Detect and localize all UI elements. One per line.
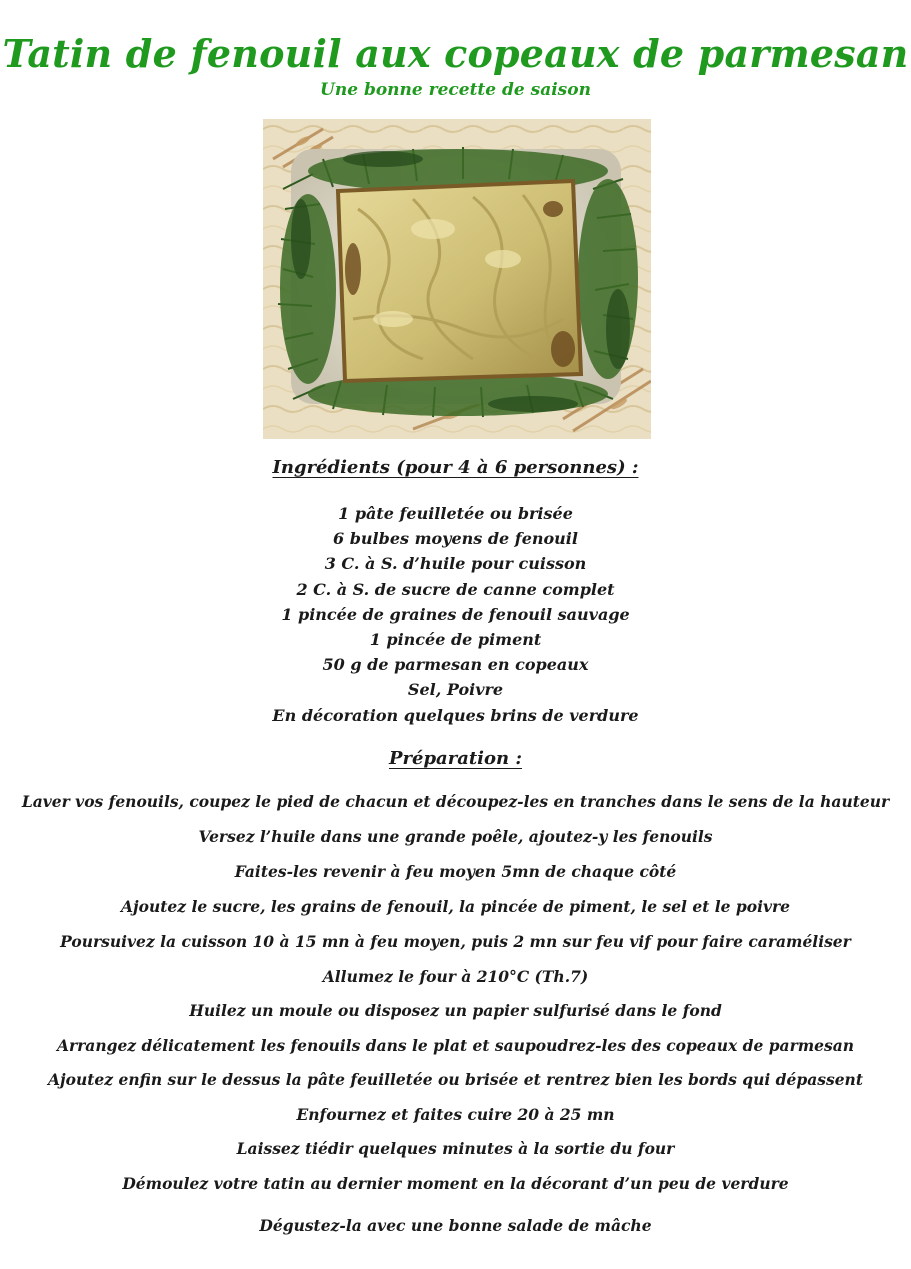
preparation-steps-continued [0, 1000, 911, 1207]
step-item: Poursuivez la cuisson 10 à 15 mn à feu moyen, puis 2 mn sur feu vif pour faire caraméliser [60, 932, 851, 951]
preparation-heading [0, 746, 911, 772]
step-item: Ajoutez enfin sur le dessus la pâte feuilletée ou brisée et rentrez bien les bords qui dépassent [48, 1070, 863, 1089]
recipe-title: Tatin de fenouil aux copeaux de parmesan [2, 31, 909, 77]
preparation-heading-text: Préparation : [388, 748, 523, 769]
preparation-steps [0, 791, 911, 1001]
list-item: 50 g de parmesan en copeaux [322, 655, 589, 675]
recipe-subtitle: Une bonne recette de saison [320, 80, 591, 100]
step-item: Faites-les revenir à feu moyen 5mn de chaque côté [234, 862, 677, 881]
step-item: Huilez un moule ou disposez un papier sulfurisé dans le fond [189, 1001, 722, 1020]
list-item: Sel, Poivre [407, 680, 504, 700]
step-item: Laissez tiédir quelques minutes à la sortie du four [236, 1139, 675, 1158]
list-item: 3 C. à S. d’huile pour cuisson [324, 554, 587, 574]
step-item: Arrangez délicatement les fenouils dans le plat et saupoudrez-les des copeaux de parmesan [56, 1035, 855, 1055]
step-item: Laver vos fenouils, coupez le pied de chacun et découpez-les en tranches dans le sens de la hauteur [21, 792, 890, 811]
step-item: Versez l’huile dans une grande poêle, ajoutez-y les fenouils [198, 827, 713, 846]
list-item: 1 pincée de piment [369, 630, 542, 650]
step-item: Démoulez votre tatin au dernier moment en la décorant d’un peu de verdure [122, 1173, 789, 1193]
list-item: 6 bulbes moyens de fenouil [333, 529, 578, 549]
step-item: Ajoutez le sucre, les grains de fenouil, la pincée de piment, le sel et le poivre [121, 897, 790, 916]
list-item: 2 C. à S. de sucre de canne complet [296, 579, 615, 599]
list-item: 1 pâte feuilletée ou brisée [338, 504, 573, 523]
step-item: Allumez le four à 210°C (Th.7) [322, 967, 589, 986]
serving-suggestion: Dégustez-la avec une bonne salade de mâche [259, 1216, 652, 1235]
fennel-tatin-photo [263, 119, 651, 439]
ingredients-heading-text: Ingrédients (pour 4 à 6 personnes) : [272, 457, 639, 478]
list-item: En décoration quelques brins de verdure [272, 705, 639, 725]
list-item: 1 pincée de graines de fenouil sauvage [281, 604, 630, 624]
ingredients-heading [0, 455, 911, 481]
step-item: Enfournez et faites cuire 20 à 25 mn [296, 1104, 615, 1124]
ingredients-list [0, 501, 911, 728]
